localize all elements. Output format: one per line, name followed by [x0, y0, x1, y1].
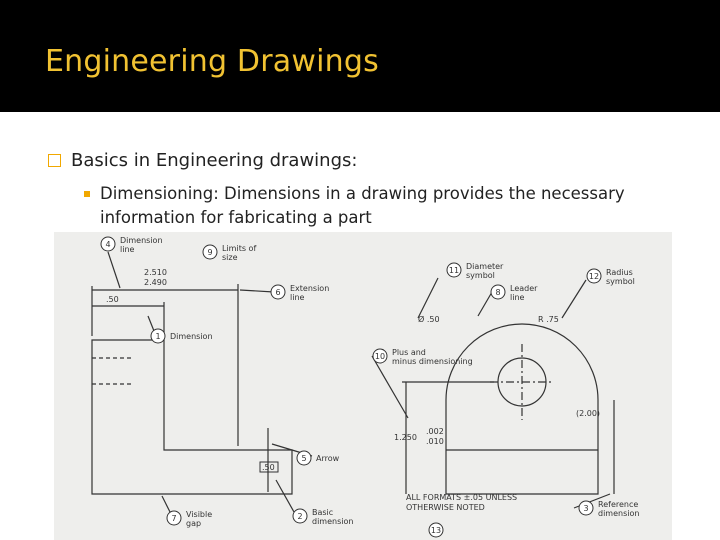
- leader-line: [162, 496, 170, 512]
- leader-line: [108, 252, 120, 288]
- callout-number: 6: [275, 288, 281, 297]
- callout-label: Visible: [186, 510, 213, 519]
- leader-line: [418, 278, 438, 318]
- height-text: 1.250: [394, 433, 417, 442]
- limit-lower-text: 2.490: [144, 278, 167, 287]
- bullet-level2: [84, 182, 684, 230]
- callout-number: 10: [374, 352, 386, 361]
- top-dim-text: .50: [106, 295, 119, 304]
- basic-box-text: .50: [262, 463, 275, 472]
- tol-minus-text: .010: [426, 437, 444, 446]
- leader-line: [276, 480, 294, 512]
- callout-number: 11: [448, 266, 460, 275]
- callout-label: size: [222, 253, 238, 262]
- callout-number: 9: [207, 248, 213, 257]
- radius-text: R .75: [538, 315, 559, 324]
- bullet-level1: [48, 150, 357, 171]
- callout-label: symbol: [606, 277, 635, 286]
- diameter-text: Ø .50: [418, 315, 440, 324]
- callout-label: line: [120, 245, 135, 254]
- callout-number: 8: [495, 288, 501, 297]
- callout-label: line: [290, 293, 305, 302]
- note-line1: ALL FORMATS ±.05 UNLESS: [406, 493, 518, 502]
- callout-label: dimension: [598, 509, 640, 518]
- dimensioning-figure: [54, 232, 672, 540]
- bullet-level1-text: Basics in Engineering drawings:: [71, 150, 358, 171]
- title-band: [0, 0, 720, 112]
- callout-label: dimension: [312, 517, 354, 526]
- leader-line: [240, 290, 274, 292]
- callout-label: gap: [186, 519, 202, 528]
- callout-label: Plus and: [392, 348, 426, 357]
- callout-number: 1: [155, 332, 161, 341]
- callout-label: line: [510, 293, 525, 302]
- callout-number: 5: [301, 454, 307, 463]
- callout-label: minus dimensioning: [392, 357, 473, 366]
- drawing-svg: [54, 232, 672, 540]
- callout-label: Dimension: [120, 236, 163, 245]
- callout-group: [101, 236, 639, 537]
- callout-label: Radius: [606, 268, 633, 277]
- callout-number: 2: [297, 512, 303, 521]
- callout-label: Dimension: [170, 332, 213, 341]
- callout-label: Diameter: [466, 262, 504, 271]
- callout-number: 3: [583, 504, 589, 513]
- callout-label: Leader: [510, 284, 538, 293]
- callout-label: Basic: [312, 508, 334, 517]
- callout-number: 4: [105, 240, 111, 249]
- limit-upper-text: 2.510: [144, 268, 167, 277]
- callout-label: symbol: [466, 271, 495, 280]
- square-bullet-icon: [84, 191, 90, 197]
- callout-label: Limits of: [222, 244, 257, 253]
- callout-label: Reference: [598, 500, 639, 509]
- checkbox-bullet-icon: [48, 154, 61, 167]
- leader-line: [478, 292, 492, 316]
- leader-line: [562, 280, 586, 318]
- tol-plus-text: .002: [426, 427, 444, 436]
- callout-label: Extension: [290, 284, 330, 293]
- callout-number: 13: [430, 526, 442, 535]
- callout-number: 7: [171, 514, 177, 523]
- callout-label: Arrow: [316, 454, 340, 463]
- note-line2: OTHERWISE NOTED: [406, 503, 485, 512]
- slide-title: Engineering Drawings: [45, 44, 379, 79]
- bullet-level2-text: Dimensioning: Dimensions in a drawing provides the necessary information for fabricating a part: [100, 184, 625, 227]
- reference-text: (2.00): [576, 409, 601, 418]
- callout-number: 12: [588, 272, 600, 281]
